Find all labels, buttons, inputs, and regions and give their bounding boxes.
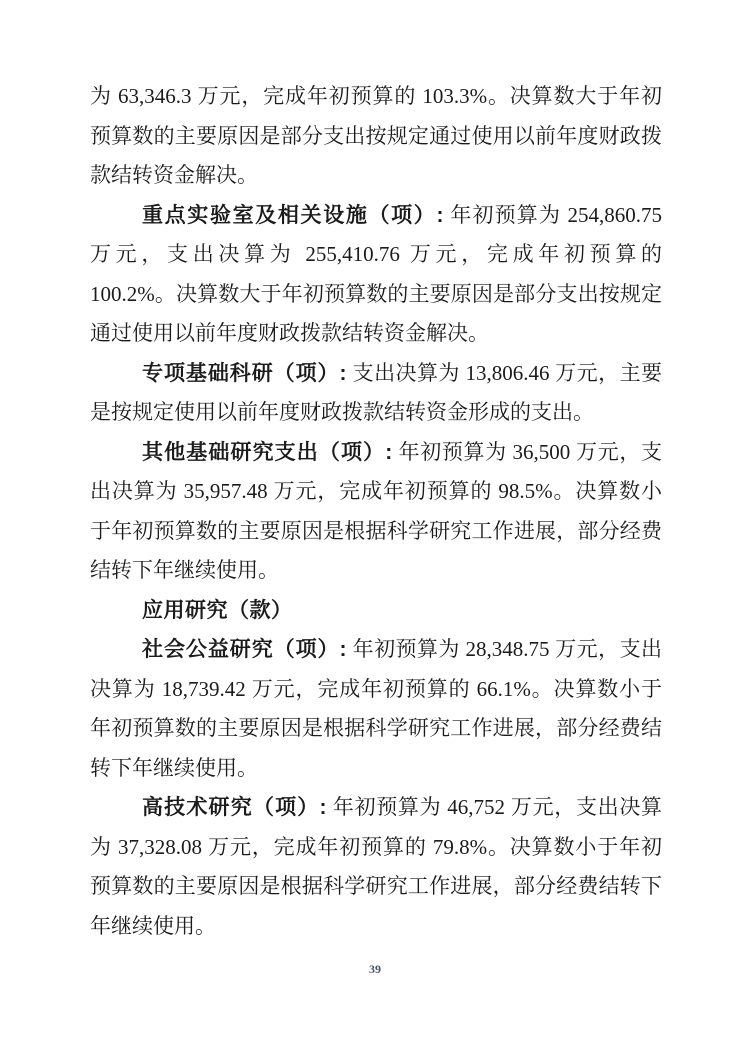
paragraph xyxy=(90,354,662,433)
paragraph-text-run: 年初预算为 254,860.75 万元，支出决算为 255,410.76 万元，完成年初预算的 100.2%。决算数大于年初预算数的主要原因是部分支出按规定通过使用以前年度财政拨款结转资金解决。 xyxy=(90,202,663,345)
page-number: 39 xyxy=(369,962,381,976)
paragraph-heading-run: 高技术研究（项）: xyxy=(142,796,327,819)
paragraph-text-run: 年初预算为 36,500 万元，支出决算为 35,957.48 万元，完成年初预算的 98.5%。决算数小于年初预算数的主要原因是根据科学研究工作进展，部分经费结转下年继续使用。 xyxy=(90,439,662,582)
page-footer xyxy=(0,960,750,978)
paragraph-heading-run: 应用研究（款） xyxy=(142,598,293,622)
paragraph-text-run: 支出决算为 13,806.46 万元，主要是按规定使用以前年度财政拨款结转资金形成的支出。 xyxy=(90,360,663,424)
document-body xyxy=(90,77,662,946)
paragraph xyxy=(90,433,662,591)
paragraph-heading-run: 重点实验室及相关设施（项）: xyxy=(142,203,444,227)
paragraph-text-run: 年初预算为 28,348.75 万元，支出决算为 18,739.42 万元，完成年初预算的 66.1%。决算数小于年初预算数的主要原因是根据科学研究工作进展，部分经费结转下年继续使用。 xyxy=(90,637,663,780)
paragraph xyxy=(90,77,662,196)
paragraph-heading-run: 其他基础研究支出（项）: xyxy=(142,440,393,464)
paragraph-text-run: 年初预算为 46,752 万元，支出决算为 37,328.08 万元，完成年初预算的 79.8%。决算数小于年初预算数的主要原因是根据科学研究工作进展，部分经费结转下年继续使用。 xyxy=(90,795,662,938)
paragraph xyxy=(90,788,662,946)
paragraph xyxy=(90,196,662,354)
paragraph-heading-run: 专项基础科研（项）: xyxy=(142,361,347,385)
paragraph xyxy=(90,630,662,788)
paragraph-text-run: 为 63,346.3 万元，完成年初预算的 103.3%。决算数大于年初预算数的主要原因是部分支出按规定通过使用以前年度财政拨款结转资金解决。 xyxy=(90,84,662,187)
paragraph-heading-run: 社会公益研究（项）: xyxy=(142,638,347,661)
paragraph xyxy=(90,591,662,631)
